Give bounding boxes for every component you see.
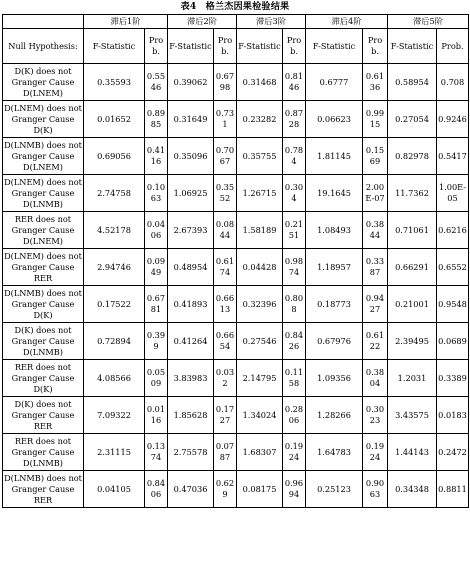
corner-cell xyxy=(3,15,84,29)
prob-cell: 0.1924 xyxy=(283,434,306,471)
f-stat-cell: 0.06623 xyxy=(306,101,363,138)
f-stat-cell: 0.82978 xyxy=(388,138,437,175)
lag-header-3: 滞后3阶 xyxy=(237,15,306,29)
f-stat-cell: 0.17522 xyxy=(84,286,145,323)
f-stat-cell: 2.75578 xyxy=(168,434,214,471)
granger-table xyxy=(2,14,469,508)
f-stat-cell: 0.34348 xyxy=(388,471,437,508)
prob-cell: 0.5546 xyxy=(145,64,168,101)
prob-cell: 0.7067 xyxy=(214,138,237,175)
prob-cell: 2.00E-07 xyxy=(363,175,388,212)
f-stat-cell: 0.35593 xyxy=(84,64,145,101)
prob-header: Prob. xyxy=(214,29,237,64)
f-stat-header: F-Statistic xyxy=(306,29,363,64)
f-stat-cell: 7.09322 xyxy=(84,397,145,434)
f-stat-cell: 0.27054 xyxy=(388,101,437,138)
f-stat-cell: 1.34024 xyxy=(237,397,283,434)
prob-cell: 0.8985 xyxy=(145,101,168,138)
lag-header-4: 滞后4阶 xyxy=(306,15,388,29)
f-stat-cell: 0.25123 xyxy=(306,471,363,508)
f-stat-cell: 0.66291 xyxy=(388,249,437,286)
prob-cell: 0.2472 xyxy=(437,434,469,471)
prob-cell: 0.8426 xyxy=(283,323,306,360)
f-stat-cell: 2.14795 xyxy=(237,360,283,397)
f-stat-cell: 2.39495 xyxy=(388,323,437,360)
prob-cell: 1.00E-05 xyxy=(437,175,469,212)
table-row xyxy=(3,101,469,138)
prob-cell: 0.6781 xyxy=(145,286,168,323)
prob-cell: 0.6613 xyxy=(214,286,237,323)
prob-cell: 0.1063 xyxy=(145,175,168,212)
prob-cell: 0.0844 xyxy=(214,212,237,249)
prob-cell: 0.6136 xyxy=(363,64,388,101)
table-title: 表4 格兰杰因果检验结果 xyxy=(180,2,290,12)
null-hypothesis-header: Null Hypothesis: xyxy=(3,29,84,64)
f-stat-cell: 1.68307 xyxy=(237,434,283,471)
table-row xyxy=(3,471,469,508)
prob-cell: 0.731 xyxy=(214,101,237,138)
prob-cell: 0.0183 xyxy=(437,397,469,434)
f-stat-cell: 1.81145 xyxy=(306,138,363,175)
prob-cell: 0.3552 xyxy=(214,175,237,212)
f-stat-cell: 0.41264 xyxy=(168,323,214,360)
f-stat-cell: 0.47036 xyxy=(168,471,214,508)
table-row xyxy=(3,212,469,249)
prob-cell: 0.0949 xyxy=(145,249,168,286)
f-stat-cell: 1.28266 xyxy=(306,397,363,434)
hypothesis-cell: D(K) does not Granger Cause D(LNMB) xyxy=(3,323,84,360)
f-stat-cell: 1.26715 xyxy=(237,175,283,212)
f-stat-cell: 0.21001 xyxy=(388,286,437,323)
prob-cell: 0.708 xyxy=(437,64,469,101)
f-stat-cell: 4.52178 xyxy=(84,212,145,249)
table-row xyxy=(3,434,469,471)
table-row xyxy=(3,64,469,101)
prob-cell: 0.9694 xyxy=(283,471,306,508)
prob-header: Prob. xyxy=(145,29,168,64)
prob-cell: 0.8728 xyxy=(283,101,306,138)
f-stat-cell: 2.67393 xyxy=(168,212,214,249)
prob-header: Prob. xyxy=(437,29,469,64)
prob-cell: 0.8406 xyxy=(145,471,168,508)
prob-cell: 0.3023 xyxy=(363,397,388,434)
prob-cell: 0.399 xyxy=(145,323,168,360)
f-stat-cell: 1.85628 xyxy=(168,397,214,434)
prob-cell: 0.6122 xyxy=(363,323,388,360)
f-stat-header: F-Statistic xyxy=(168,29,214,64)
f-stat-cell: 3.43575 xyxy=(388,397,437,434)
prob-cell: 0.0787 xyxy=(214,434,237,471)
f-stat-cell: 0.69056 xyxy=(84,138,145,175)
prob-cell: 0.6552 xyxy=(437,249,469,286)
prob-cell: 0.9874 xyxy=(283,249,306,286)
prob-cell: 0.8811 xyxy=(437,471,469,508)
f-stat-cell: 0.32396 xyxy=(237,286,283,323)
f-stat-cell: 0.35096 xyxy=(168,138,214,175)
prob-cell: 0.6798 xyxy=(214,64,237,101)
prob-cell: 0.629 xyxy=(214,471,237,508)
f-stat-cell: 1.44143 xyxy=(388,434,437,471)
hypothesis-cell: D(LNMB) does not Granger Cause D(K) xyxy=(3,286,84,323)
prob-cell: 0.3844 xyxy=(363,212,388,249)
hypothesis-cell: RER does not Granger Cause D(LNMB) xyxy=(3,434,84,471)
prob-cell: 0.032 xyxy=(214,360,237,397)
prob-cell: 0.1569 xyxy=(363,138,388,175)
f-stat-cell: 2.74758 xyxy=(84,175,145,212)
prob-cell: 0.9427 xyxy=(363,286,388,323)
f-stat-cell: 1.18957 xyxy=(306,249,363,286)
lag-header-5: 滞后5阶 xyxy=(388,15,469,29)
hypothesis-cell: RER does not Granger Cause D(K) xyxy=(3,360,84,397)
hypothesis-cell: D(LNEM) does not Granger Cause RER xyxy=(3,249,84,286)
f-stat-cell: 11.7362 xyxy=(388,175,437,212)
table-row xyxy=(3,360,469,397)
prob-cell: 0.6654 xyxy=(214,323,237,360)
prob-cell: 0.0509 xyxy=(145,360,168,397)
f-stat-cell: 0.67976 xyxy=(306,323,363,360)
prob-cell: 0.0406 xyxy=(145,212,168,249)
f-stat-cell: 0.04105 xyxy=(84,471,145,508)
f-stat-header: F-Statistic xyxy=(84,29,145,64)
hypothesis-cell: RER does not Granger Cause D(LNEM) xyxy=(3,212,84,249)
prob-header: Prob. xyxy=(363,29,388,64)
hypothesis-cell: D(LNEM) does not Granger Cause D(K) xyxy=(3,101,84,138)
f-stat-cell: 1.06925 xyxy=(168,175,214,212)
f-stat-header: F-Statistic xyxy=(388,29,437,64)
prob-cell: 0.808 xyxy=(283,286,306,323)
prob-cell: 0.304 xyxy=(283,175,306,212)
prob-header: Prob. xyxy=(283,29,306,64)
f-stat-cell: 0.41893 xyxy=(168,286,214,323)
f-stat-cell: 0.48954 xyxy=(168,249,214,286)
prob-cell: 0.2806 xyxy=(283,397,306,434)
f-stat-cell: 0.31649 xyxy=(168,101,214,138)
prob-cell: 0.6174 xyxy=(214,249,237,286)
prob-cell: 0.4116 xyxy=(145,138,168,175)
f-stat-cell: 1.58189 xyxy=(237,212,283,249)
prob-cell: 0.784 xyxy=(283,138,306,175)
sub-header-row xyxy=(3,29,469,64)
table-row xyxy=(3,138,469,175)
f-stat-cell: 0.39062 xyxy=(168,64,214,101)
prob-cell: 0.1924 xyxy=(363,434,388,471)
f-stat-header: F-Statistic xyxy=(237,29,283,64)
hypothesis-cell: D(K) does not Granger Cause D(LNEM) xyxy=(3,64,84,101)
hypothesis-cell: D(K) does not Granger Cause RER xyxy=(3,397,84,434)
f-stat-cell: 2.94746 xyxy=(84,249,145,286)
f-stat-cell: 0.72894 xyxy=(84,323,145,360)
f-stat-cell: 19.1645 xyxy=(306,175,363,212)
prob-cell: 0.3389 xyxy=(437,360,469,397)
prob-cell: 0.1158 xyxy=(283,360,306,397)
f-stat-cell: 1.64783 xyxy=(306,434,363,471)
f-stat-cell: 0.35755 xyxy=(237,138,283,175)
f-stat-cell: 0.18773 xyxy=(306,286,363,323)
prob-cell: 0.5417 xyxy=(437,138,469,175)
f-stat-cell: 0.01652 xyxy=(84,101,145,138)
f-stat-cell: 2.31115 xyxy=(84,434,145,471)
f-stat-cell: 0.27546 xyxy=(237,323,283,360)
lag-header-2: 滞后2阶 xyxy=(168,15,237,29)
table-row xyxy=(3,323,469,360)
prob-cell: 0.8146 xyxy=(283,64,306,101)
hypothesis-cell: D(LNMB) does not Granger Cause RER xyxy=(3,471,84,508)
table-row xyxy=(3,175,469,212)
f-stat-cell: 1.08493 xyxy=(306,212,363,249)
f-stat-cell: 1.2031 xyxy=(388,360,437,397)
f-stat-cell: 0.6777 xyxy=(306,64,363,101)
prob-cell: 0.3804 xyxy=(363,360,388,397)
f-stat-cell: 0.58954 xyxy=(388,64,437,101)
lag-header-1: 滞后1阶 xyxy=(84,15,168,29)
hypothesis-cell: D(LNEM) does not Granger Cause D(LNMB) xyxy=(3,175,84,212)
prob-cell: 0.0689 xyxy=(437,323,469,360)
prob-cell: 0.1727 xyxy=(214,397,237,434)
f-stat-cell: 0.31468 xyxy=(237,64,283,101)
prob-cell: 0.0116 xyxy=(145,397,168,434)
f-stat-cell: 0.04428 xyxy=(237,249,283,286)
lag-header-row xyxy=(3,15,469,29)
prob-cell: 0.3387 xyxy=(363,249,388,286)
f-stat-cell: 0.23282 xyxy=(237,101,283,138)
f-stat-cell: 3.83983 xyxy=(168,360,214,397)
prob-cell: 0.9548 xyxy=(437,286,469,323)
prob-cell: 0.9915 xyxy=(363,101,388,138)
f-stat-cell: 4.08566 xyxy=(84,360,145,397)
prob-cell: 0.2151 xyxy=(283,212,306,249)
f-stat-cell: 0.08175 xyxy=(237,471,283,508)
table-row xyxy=(3,249,469,286)
prob-cell: 0.9063 xyxy=(363,471,388,508)
hypothesis-cell: D(LNMB) does not Granger Cause D(LNEM) xyxy=(3,138,84,175)
table-row xyxy=(3,397,469,434)
prob-cell: 0.6216 xyxy=(437,212,469,249)
f-stat-cell: 1.09356 xyxy=(306,360,363,397)
table-row xyxy=(3,286,469,323)
prob-cell: 0.9246 xyxy=(437,101,469,138)
prob-cell: 0.1374 xyxy=(145,434,168,471)
f-stat-cell: 0.71061 xyxy=(388,212,437,249)
